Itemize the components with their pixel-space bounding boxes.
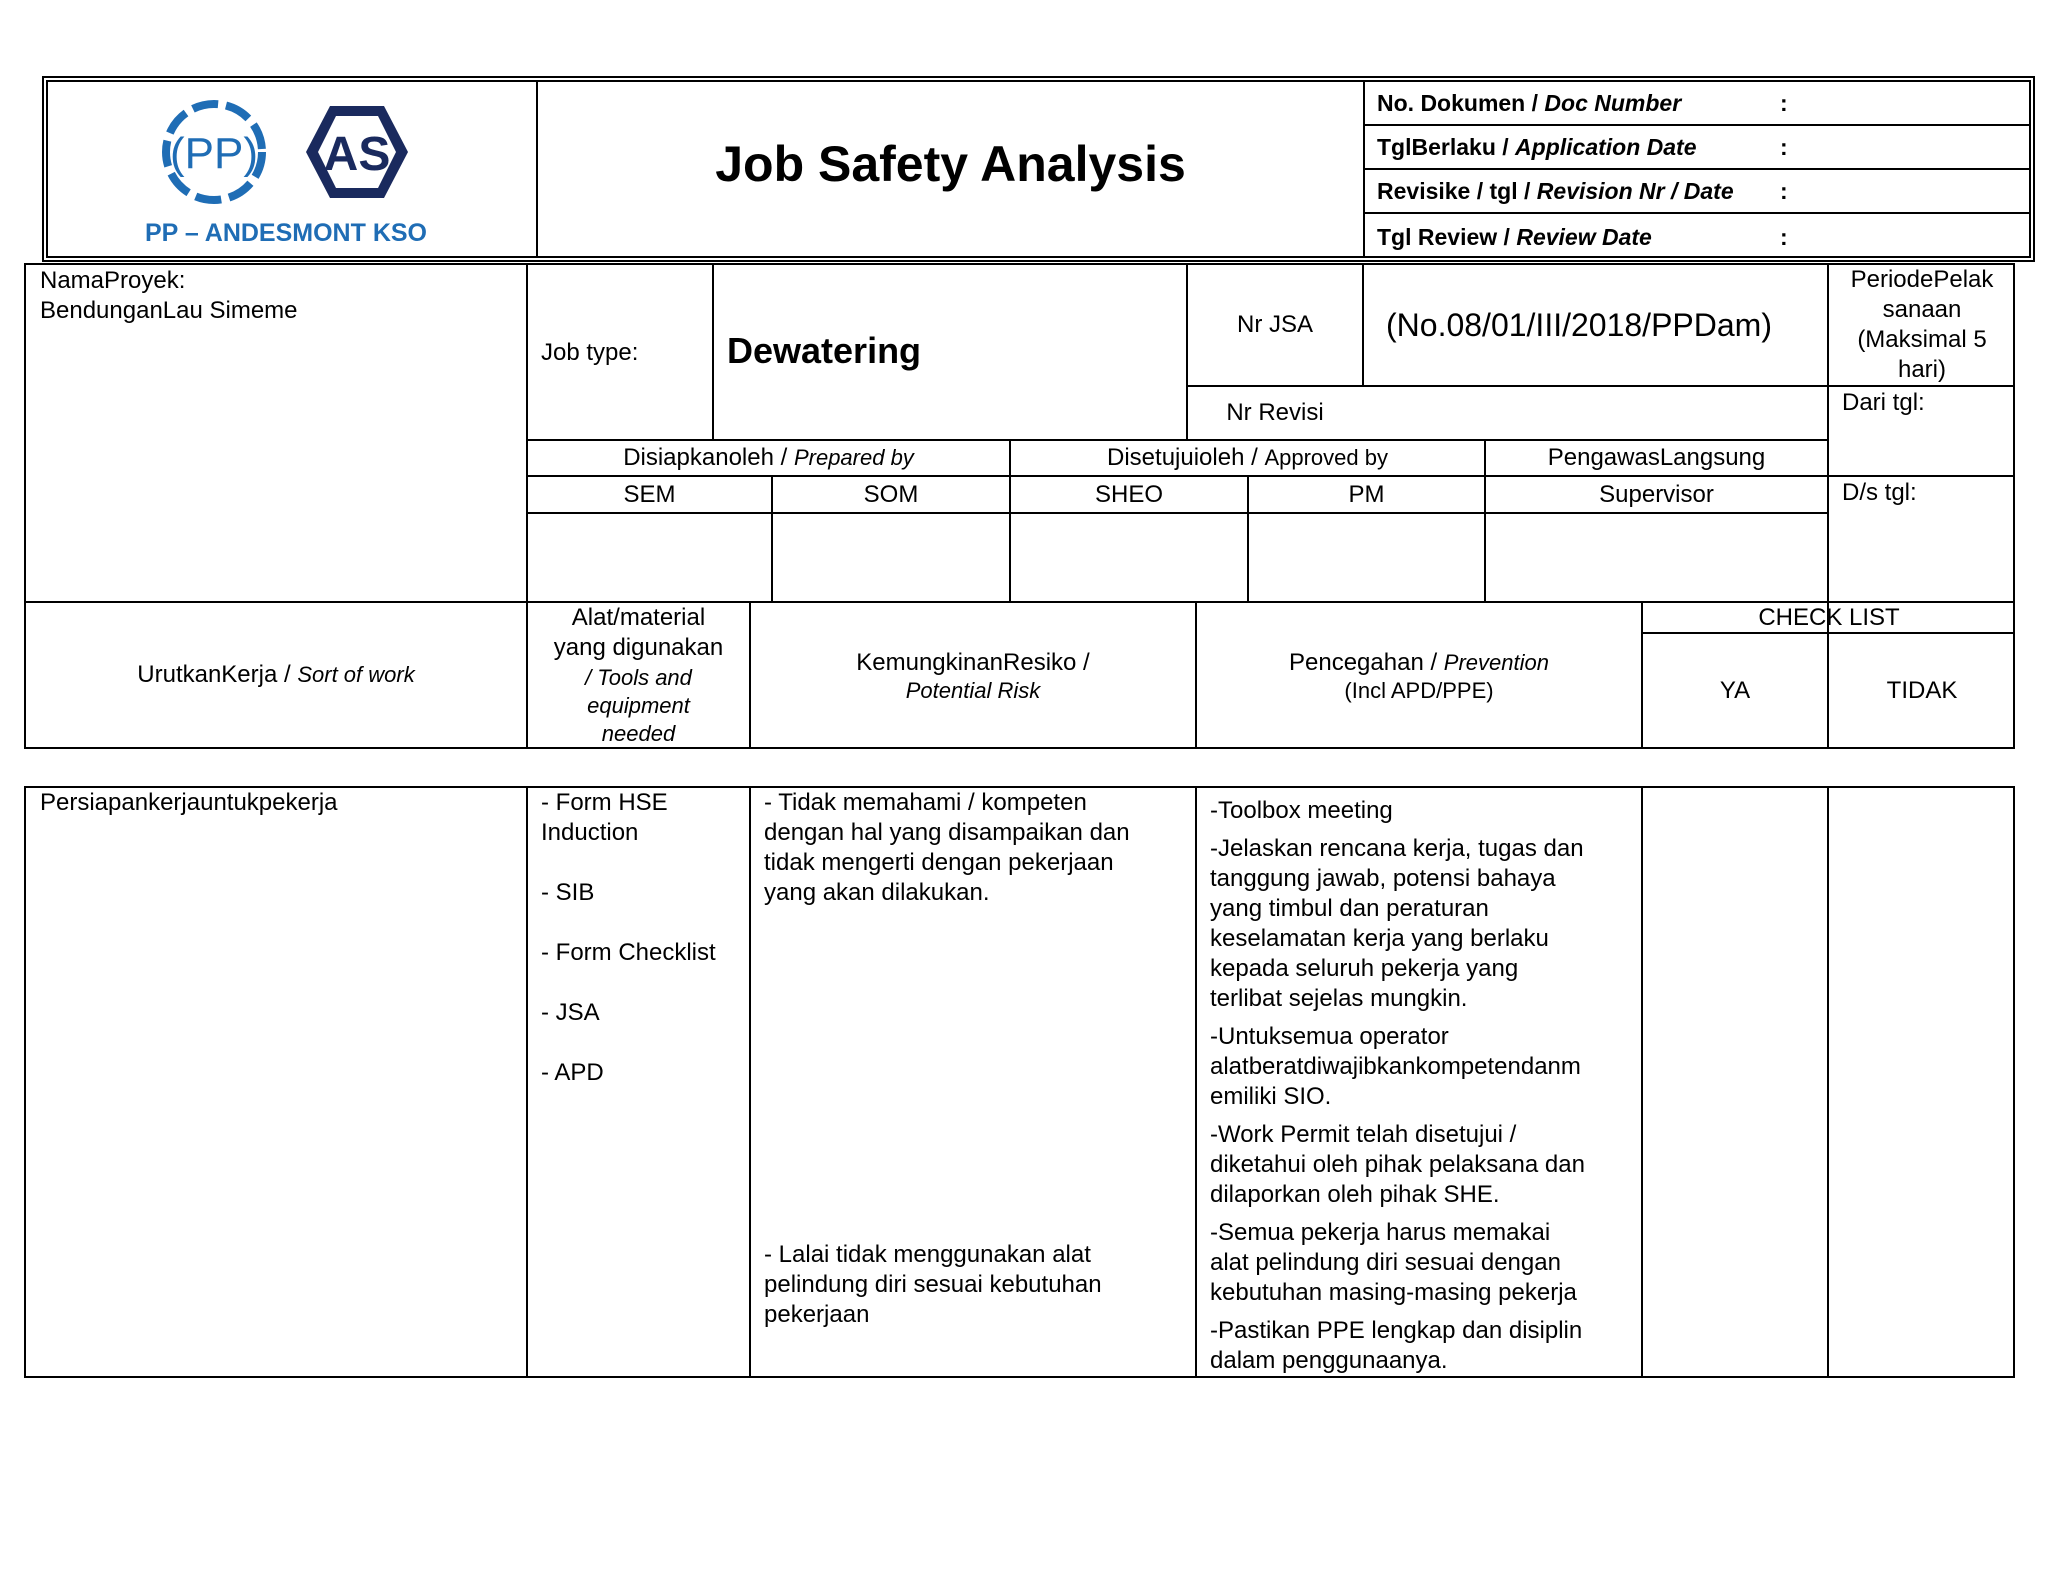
nr-jsa-value: (No.08/01/III/2018/PPDam) xyxy=(1386,307,1772,343)
divider xyxy=(526,512,1827,514)
divider xyxy=(1186,385,2015,387)
divider xyxy=(1362,263,1364,385)
as-logo-icon xyxy=(302,102,412,202)
dari-tgl-label: Dari tgl: xyxy=(1842,389,1925,416)
doc-number-colon: : xyxy=(1780,90,1788,116)
svg-text:(PP): (PP) xyxy=(170,129,258,178)
divider xyxy=(1641,786,1643,1378)
role-sem: SEM xyxy=(623,481,676,508)
col-risk-italic: Potential Risk xyxy=(905,678,1041,703)
approved-by-header: Disetujuioleh / Approved by xyxy=(1107,444,1388,471)
divider xyxy=(526,475,2015,477)
nr-jsa-label: Nr JSA xyxy=(1236,311,1313,338)
divider xyxy=(1195,786,1197,1378)
col-prevention-main: Pencegahan / Prevention xyxy=(1289,649,1549,676)
supervisor-header: PengawasLangsung xyxy=(1547,444,1766,471)
col-ya: YA xyxy=(1719,677,1751,704)
col-sort-of-work: UrutkanKerja / Sort of work xyxy=(137,661,415,688)
col-tools-italic: / Tools and equipment needed xyxy=(585,665,692,746)
doc-number-label: No. Dokumen / Doc Number xyxy=(1377,90,1682,116)
tool-item: - APD xyxy=(541,1059,604,1086)
review-date-label: Tgl Review / Review Date xyxy=(1377,224,1652,250)
company-name: PP – ANDESMONT KSO xyxy=(145,219,427,247)
prevention-item: -Pastikan PPE lengkap dan disiplin dalam penggunaanya. xyxy=(1210,1317,1583,1374)
divider xyxy=(749,786,751,1378)
job-type-value: Dewatering xyxy=(727,330,922,371)
col-tidak: TIDAK xyxy=(1886,677,1958,704)
work-step: Persiapankerjauntukpekerja xyxy=(40,789,338,816)
risk-item: - Tidak memahami / kompeten dengan hal yang disampaikan dan tidak mengerti dengan pekerjaan yang akan dilakukan. xyxy=(764,789,1130,906)
prevention-item: -Jelaskan rencana kerja, tugas dan tanggung jawab, potensi bahaya yang timbul dan peraturan keselamatan kerja yang berlaku kepada seluruh pekerja yang terlibat sejelas mungkin. xyxy=(1210,835,1584,1012)
col-prevention-sub: (Incl APD/PPE) xyxy=(1344,678,1494,703)
prepared-by-header: Disiapkanoleh / Prepared by xyxy=(623,444,914,471)
revision-colon: : xyxy=(1780,178,1788,204)
application-date-label: TglBerlaku / Application Date xyxy=(1377,134,1697,160)
job-type-label: Job type: xyxy=(541,339,639,366)
ds-tgl-label: D/s tgl: xyxy=(1842,479,1917,506)
divider xyxy=(1641,632,2015,634)
application-date-colon: : xyxy=(1780,134,1788,160)
prevention-item: -Work Permit telah disetujui / diketahui oleh pihak pelaksana dan dilaporkan oleh pihak SHE. xyxy=(1210,1121,1585,1208)
tool-item: - JSA xyxy=(541,999,600,1026)
role-supervisor: Supervisor xyxy=(1599,481,1714,508)
role-pm: PM xyxy=(1348,481,1385,508)
divider xyxy=(526,786,528,1378)
tool-item: - Form Checklist xyxy=(541,939,716,966)
tool-item: - Form HSE Induction xyxy=(541,789,668,846)
page-title: Job Safety Analysis xyxy=(715,136,1186,192)
nr-revisi-label: Nr Revisi xyxy=(1226,399,1324,426)
prevention-item: -Semua pekerja harus memakai alat pelindung diri sesuai dengan kebutuhan masing-masing pekerja xyxy=(1210,1219,1577,1306)
svg-text:AS: AS xyxy=(323,128,391,181)
divider xyxy=(1827,786,1829,1378)
divider xyxy=(1363,168,2031,170)
role-som: SOM xyxy=(863,481,919,508)
prevention-item: -Untuksemua operator alatberatdiwajibkankompetendanm emiliki SIO. xyxy=(1210,1023,1581,1110)
project-name-value: BendunganLau Simeme xyxy=(40,297,298,324)
pp-logo-icon xyxy=(158,96,270,208)
periode-label: PeriodePelak sanaan (Maksimal 5 hari) xyxy=(1850,266,1994,383)
divider xyxy=(1363,124,2031,126)
project-name-label: NamaProyek: xyxy=(40,267,186,294)
prevention-item: -Toolbox meeting xyxy=(1210,797,1393,824)
role-sheo: SHEO xyxy=(1094,481,1163,508)
divider xyxy=(1363,212,2031,214)
review-date-colon: : xyxy=(1780,224,1788,250)
col-checklist: CHECK LIST xyxy=(1758,604,1900,631)
col-risk-main: KemungkinanResiko / xyxy=(856,649,1090,676)
divider xyxy=(526,439,1827,441)
revision-label: Revisike / tgl / Revision Nr / Date xyxy=(1377,178,1734,204)
divider xyxy=(712,263,714,439)
risk-item: - Lalai tidak menggunakan alat pelindung diri sesuai kebutuhan pekerjaan xyxy=(764,1241,1102,1328)
tool-item: - SIB xyxy=(541,879,595,906)
col-tools-main: Alat/material yang digunakan xyxy=(553,604,724,661)
